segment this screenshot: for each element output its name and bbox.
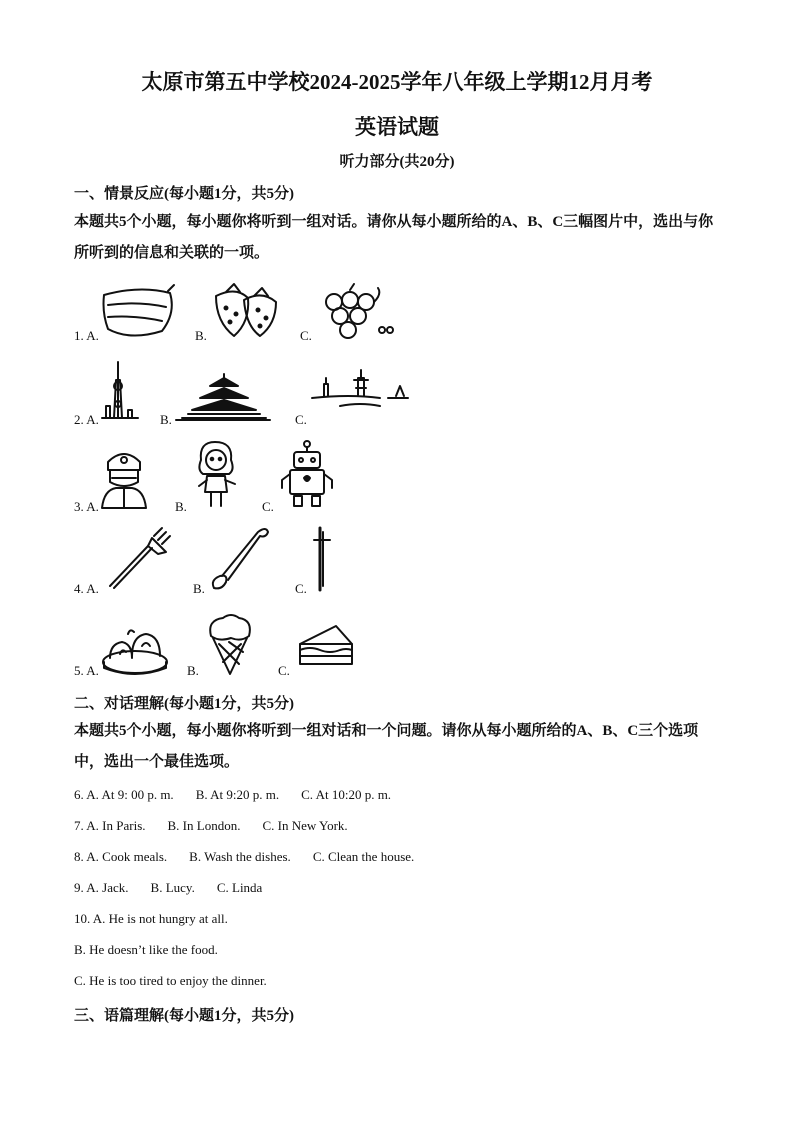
q3-label-c: C. (262, 499, 274, 514)
section2-instructions: 本题共5个小题，每小题你将听到一组对话和一个问题。请你从每小题所给的A、B、C三个选项中，选出一个最佳选项。 (74, 723, 699, 770)
q6-option-b: B. At 9:20 p. m. (195, 787, 280, 802)
section3-heading: 三、语篇理解(每小题1分，共5分) (74, 1008, 294, 1024)
chopsticks-icon (312, 526, 332, 592)
q6-option-c: C. At 10:20 p. m. (301, 787, 392, 802)
exam-title: 太原市第五中学校2024-2025学年八年级上学期12月月考 (141, 70, 653, 94)
temple-of-heaven-icon (176, 372, 272, 422)
q5-label-b: B. (187, 663, 199, 678)
q8-options (74, 849, 436, 865)
dumplings-icon (100, 618, 170, 676)
pagoda-lake-icon (310, 366, 410, 412)
q4-label-a: 4. A. (74, 581, 99, 596)
q9-options (74, 880, 284, 896)
q8-option-a: 8. A. Cook meals. (74, 849, 168, 864)
tv-tower-icon (100, 360, 140, 422)
q4-label-c: C. (295, 581, 307, 596)
part-heading: 听力部分(共20分) (339, 154, 455, 170)
q2-label-b: B. (160, 412, 172, 427)
q10-option-a: 10. A. He is not hungry at all. (74, 911, 228, 926)
q4-label-b: B. (193, 581, 205, 596)
grapes-icon (320, 284, 395, 340)
q6-option-a: 6. A. At 9: 00 p. m. (74, 787, 174, 802)
q6-options (74, 787, 413, 803)
sandwich-icon (296, 622, 356, 672)
spoon-icon (206, 522, 272, 594)
q7-options (74, 818, 370, 834)
q2-label-a: 2. A. (74, 412, 99, 427)
doctor-icon (100, 446, 150, 510)
section1-instructions: 本题共5个小题，每小题你将听到一组对话。请你从每小题所给的A、B、C三幅图片中，选出与你所听到的信息和关联的一项。 (74, 214, 714, 261)
q3-label-b: B. (175, 499, 187, 514)
q10-option-b: B. He doesn’t like the food. (74, 942, 218, 957)
q9-option-b: B. Lucy. (150, 880, 195, 895)
q7-option-b: B. In London. (167, 818, 241, 833)
q9-option-c: C. Linda (216, 880, 263, 895)
section2-heading: 二、对话理解(每小题1分，共5分) (74, 696, 294, 712)
fork-icon (104, 526, 170, 590)
q7-option-a: 7. A. In Paris. (74, 818, 146, 833)
q5-label-c: C. (278, 663, 290, 678)
bananas-icon (100, 283, 180, 343)
q2-label-c: C. (295, 412, 307, 427)
q7-option-c: C. In New York. (262, 818, 348, 833)
girl-icon (193, 440, 239, 510)
q1-label-b: B. (195, 328, 207, 343)
q3-label-a: 3. A. (74, 499, 99, 514)
q5-label-a: 5. A. (74, 663, 99, 678)
q1-label-a: 1. A. (74, 328, 99, 343)
ice-cream-icon (205, 612, 255, 676)
q8-option-b: B. Wash the dishes. (189, 849, 291, 864)
strawberries-icon (212, 282, 282, 340)
q1-label-c: C. (300, 328, 312, 343)
robot-icon (278, 440, 336, 510)
q8-option-c: C. Clean the house. (312, 849, 415, 864)
exam-subtitle: 英语试题 (355, 115, 439, 139)
section1-heading: 一、情景反应(每小题1分，共5分) (74, 186, 294, 202)
q9-option-a: 9. A. Jack. (74, 880, 129, 895)
q10-option-c: C. He is too tired to enjoy the dinner. (74, 973, 267, 988)
